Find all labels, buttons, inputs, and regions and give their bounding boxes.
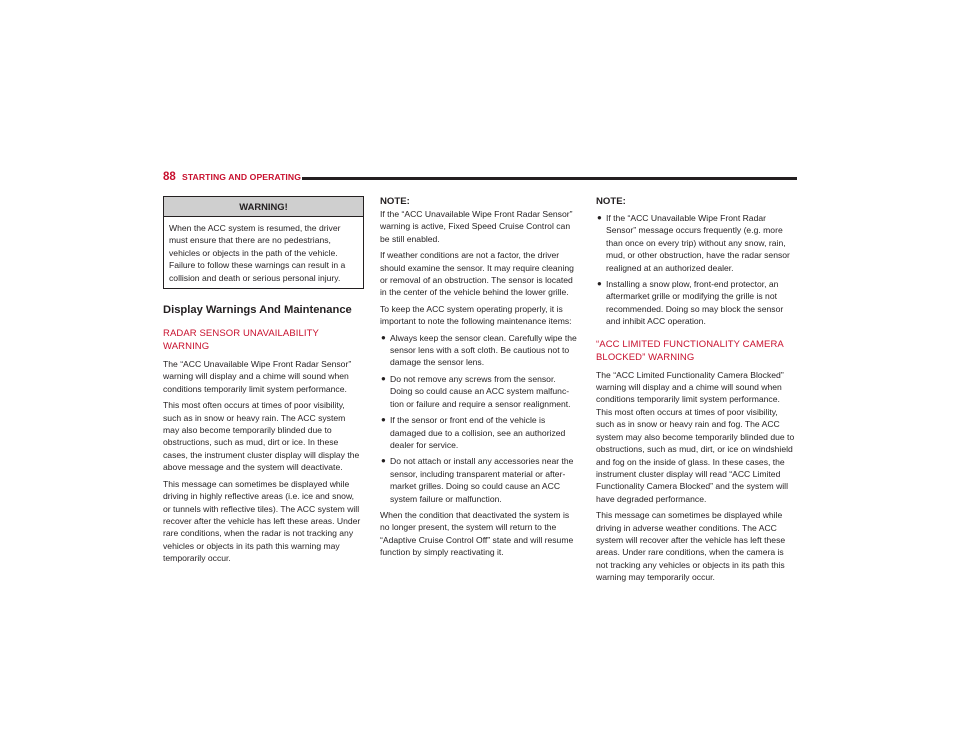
paragraph: When the condition that deactivated the system is no longer present, the system will return to the “Adaptive Cruise Control Off” state and will resume function by simply reactivating it. [380, 509, 574, 558]
bullet-icon: ● [597, 279, 602, 289]
note-list [596, 212, 797, 328]
paragraph: If weather conditions are not a factor, the driver should examine the sensor. It may require cleaning or removal of an obstruction. The sensor is located in the center of the vehicle behind the lower grille. [380, 250, 574, 298]
column-1 [163, 196, 362, 569]
paragraph: This message can sometimes be displayed while driving in highly reflective areas (i.e. ice and snow, or tunnels with reflective tiles). The ACC system will recover after the vehicle has left these areas. Under rare conditions, when the radar is not tracking any vehicles or objects in its path this warning may temporarily occur. [163, 478, 361, 564]
section-heading: Display Warnings And Maintenance [163, 304, 352, 317]
section-title: STARTING AND OPERATING [182, 172, 302, 182]
warning-text: When the ACC system is resumed, the driver must ensure that there are no pedestrians, vehicles or objects in the path of the vehicle. Failure to follow these warnings can result in a collision and death or serious personal injury. [169, 223, 346, 283]
paragraph: To keep the ACC system operating properly, it is important to note the following maintenance items: [380, 303, 572, 327]
bullet-icon: ● [381, 332, 386, 342]
list-item: ● Do not remove any screws from the sensor. Doing so could cause an ACC system malfunc-tion or failure and require a sensor realignment. [381, 373, 571, 409]
paragraph: This message can sometimes be displayed while driving in adverse weather conditions. The ACC system will recover after the vehicle has left these areas. Under rare conditions, when the camera is not tracking any vehicles or objects in its path this warning may temporarily occur. [596, 510, 786, 583]
radar-warning-subheading: RADAR SENSOR UNAVAILABILITY WARNING [163, 328, 319, 353]
note-label: NOTE: [380, 196, 410, 207]
column-3 [596, 196, 797, 588]
bullet-icon: ● [381, 456, 386, 466]
note-label: NOTE: [596, 196, 626, 207]
list-item: ● Do not attach or install any accessories near the sensor, including transparent material or after-market grilles. Doing so could cause an ACC system failure or malfunction. [381, 456, 574, 504]
bullet-icon: ● [597, 213, 602, 222]
page-number: 88 [163, 171, 176, 183]
page-header [163, 171, 797, 185]
paragraph: The “ACC Limited Functionality Camera Blocked” warning will display and a chime will sound when conditions temporarily limit system performance. This most often occurs at times of poor visibility, such as in snow or heavy rain and fog. The ACC system may also become temporarily blinded due to obstructions, such as mud, dirt, or ice on windshield and fog on the inside of glass. In these cases, the instrument cluster display will read “ACC Limited Functionality Camera Blocked” and the system will have degraded performance. [596, 369, 795, 504]
list-item: ● Always keep the sensor clean. Carefully wipe the sensor lens with a soft cloth. Be cautious not to damage the sensor lens. [381, 332, 577, 368]
camera-warning-subheading: “ACC LIMITED FUNCTIONALITY CAMERA BLOCKED” WARNING [596, 338, 784, 363]
list-item: ● Installing a snow plow, front-end protector, an aftermarket grille or modifying the grille is not recommended. Doing so may block the sensor and inhibit ACC operation. [597, 279, 784, 327]
maintenance-list [380, 332, 580, 505]
list-item: ● If the sensor or front end of the vehicle is damaged due to a collision, see an authorized dealer for service. [381, 415, 566, 450]
column-2 [380, 196, 580, 563]
paragraph: This most often occurs at times of poor visibility, such as in snow or heavy rain. The ACC system may also become temporarily blinded due to obstructions, such as mud, dirt or ice. In these cases, the instrument cluster display will display the above message and the system will deactivate. [163, 400, 360, 473]
bullet-icon: ● [381, 373, 386, 383]
warning-title: WARNING! [164, 197, 363, 217]
warning-box [163, 196, 364, 289]
paragraph: The “ACC Unavailable Wipe Front Radar Sensor” warning will display and a chime will sound when conditions temporarily limit system performance. [163, 359, 352, 394]
list-item: ● If the “ACC Unavailable Wipe Front Radar Sensor” message occurs frequently (e.g. more than once on every trip) without any snow, rain, mud, or other obstruction, have the radar sensor realigned at an authorized dealer. [597, 213, 790, 273]
bullet-icon: ● [381, 415, 386, 425]
note [380, 196, 580, 245]
header-rule [302, 177, 797, 180]
note-text: If the “ACC Unavailable Wipe Front Radar Sensor” warning is active, Fixed Speed Cruise Control can be still enabled. [380, 209, 573, 244]
